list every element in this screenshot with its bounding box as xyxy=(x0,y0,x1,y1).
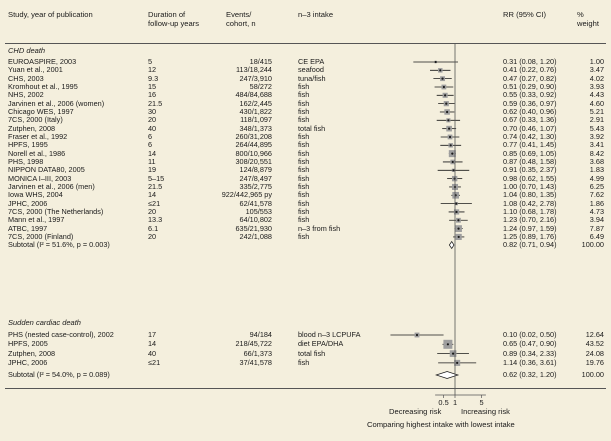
study-name: JPHC, 2006 xyxy=(8,198,48,208)
intake-value: fish xyxy=(298,106,310,116)
events-value: 218/45,722 xyxy=(235,339,272,349)
rr-value: 0.65 (0.47, 0.90) xyxy=(503,339,557,349)
footer-rule xyxy=(5,388,606,389)
events-value: 162/2,445 xyxy=(239,98,272,108)
point-estimate xyxy=(452,353,454,355)
rr-value: 0.10 (0.02, 0.50) xyxy=(503,330,557,339)
study-name: Mann et al., 1997 xyxy=(8,215,65,225)
point-estimate xyxy=(452,169,454,171)
study-name: HPFS, 1995 xyxy=(8,140,48,150)
study-name: Zutphen, 2008 xyxy=(8,123,56,133)
intake-value: fish xyxy=(298,140,310,150)
weight-value: 4.99 xyxy=(589,173,604,183)
header-duration: Duration of follow-up years xyxy=(148,10,200,28)
intake-value: blood n–3 LCPUFA xyxy=(298,330,361,339)
intake-value: CE EPA xyxy=(298,57,325,66)
events-value: 335/2,775 xyxy=(239,181,272,191)
x-tick-label: 5 xyxy=(479,398,484,407)
point-estimate xyxy=(449,136,451,138)
weight-value: 4.73 xyxy=(589,206,604,216)
duration-value: 13.3 xyxy=(148,215,163,225)
intake-value: total fish xyxy=(298,348,326,358)
study-name: Norell et al., 1986 xyxy=(8,148,66,158)
study-name: PHS (nested case-control), 2002 xyxy=(8,330,114,339)
decreasing-risk-label: Decreasing risk xyxy=(389,407,442,416)
point-estimate xyxy=(456,362,458,364)
intake-value: fish xyxy=(298,231,310,241)
point-estimate xyxy=(451,153,453,155)
events-value: 64/10,802 xyxy=(239,215,272,225)
study-name: Fraser et al., 1992 xyxy=(8,131,68,141)
events-value: 105/553 xyxy=(245,206,272,216)
events-value: 18/415 xyxy=(249,57,272,66)
point-estimate xyxy=(445,103,447,105)
study-name: Kromhout et al., 1995 xyxy=(8,81,78,91)
events-value: 635/21,930 xyxy=(235,223,272,233)
events-value: 58/272 xyxy=(249,81,272,91)
events-value: 113/18,244 xyxy=(236,65,272,75)
intake-value: seafood xyxy=(298,65,324,75)
study-name: Jarvinen et al., 2006 (men) xyxy=(8,181,95,191)
point-estimate xyxy=(446,111,448,113)
weight-value: 7.62 xyxy=(589,190,604,200)
events-value: 242/1,088 xyxy=(239,231,272,241)
study-name: Chicago WES, 1997 xyxy=(8,106,74,116)
intake-value: fish xyxy=(298,148,310,158)
weight-value: 1.00 xyxy=(589,57,604,66)
subtotal-rr: 0.82 (0.71, 0.94) xyxy=(503,240,557,249)
duration-value: 14 xyxy=(148,339,157,349)
header-weight: % weight xyxy=(577,10,599,28)
x-tick-label: 0.5 xyxy=(438,398,449,407)
events-value: 800/10,966 xyxy=(235,148,272,158)
point-estimate xyxy=(457,219,459,221)
study-name: EUROASPIRE, 2003 xyxy=(8,57,77,66)
weight-value: 6.49 xyxy=(589,231,604,241)
point-estimate xyxy=(452,161,454,163)
duration-value: 16 xyxy=(148,90,157,100)
study-name: HPFS, 2005 xyxy=(8,339,48,349)
study-name: 7CS, 2000 (Finland) xyxy=(8,231,74,241)
rr-value: 0.41 (0.22, 0.76) xyxy=(503,65,557,75)
events-value: 264/44,895 xyxy=(235,140,272,150)
rr-value: 0.55 (0.33, 0.92) xyxy=(503,90,557,100)
events-value: 94/184 xyxy=(249,330,272,339)
rr-value: 1.25 (0.89, 1.76) xyxy=(503,231,557,241)
weight-value: 3.68 xyxy=(589,156,604,166)
duration-value: 20 xyxy=(148,115,157,125)
events-value: 348/1,373 xyxy=(239,123,272,133)
subtotal-rr: 0.62 (0.32, 1.20) xyxy=(503,370,557,379)
intake-value: fish xyxy=(298,206,310,216)
weight-value: 3.94 xyxy=(589,215,604,225)
events-value: 430/1,822 xyxy=(239,106,272,116)
study-name: NHS, 2002 xyxy=(8,90,44,100)
events-value: 118/1,097 xyxy=(240,115,272,125)
intake-value: diet EPA/DHA xyxy=(298,339,344,349)
duration-value: 6 xyxy=(148,140,153,150)
weight-value: 24.08 xyxy=(585,348,604,358)
header-rr: RR (95% CI) xyxy=(503,10,547,19)
rr-value: 0.77 (0.41, 1.45) xyxy=(503,140,557,150)
study-name: JPHC, 2006 xyxy=(8,357,48,367)
weight-value: 4.60 xyxy=(589,98,604,108)
section-title: Sudden cardiac death xyxy=(8,318,81,327)
duration-value: 12 xyxy=(148,65,157,75)
rr-value: 1.10 (0.68, 1.78) xyxy=(503,206,557,216)
subtotal-label: Subtotal (I² = 54.0%, p = 0.089) xyxy=(8,370,110,379)
weight-value: 3.93 xyxy=(589,81,604,91)
duration-value: 6.1 xyxy=(148,223,159,233)
rr-value: 0.62 (0.40, 0.96) xyxy=(503,106,557,116)
rr-value: 0.91 (0.35, 2.37) xyxy=(503,165,557,175)
events-value: 62/41,578 xyxy=(239,198,272,208)
duration-value: 6 xyxy=(148,131,153,141)
rr-value: 0.70 (0.46, 1.07) xyxy=(503,123,557,133)
intake-value: fish xyxy=(298,115,310,125)
duration-value: ≤21 xyxy=(148,357,161,367)
point-estimate xyxy=(447,119,449,121)
study-name: Iowa WHS, 2004 xyxy=(8,190,63,200)
intake-value: fish xyxy=(298,81,310,91)
duration-value: ≤21 xyxy=(148,198,161,208)
weight-value: 5.21 xyxy=(589,106,604,116)
intake-value: total fish xyxy=(298,123,326,133)
point-estimate xyxy=(458,236,460,238)
duration-value: 15 xyxy=(148,81,157,91)
point-estimate xyxy=(450,144,452,146)
duration-value: 21.5 xyxy=(148,98,163,108)
weight-value: 3.47 xyxy=(589,65,604,75)
weight-value: 1.83 xyxy=(589,165,604,175)
study-name: CHS, 2003 xyxy=(8,73,44,83)
point-estimate xyxy=(443,86,445,88)
duration-value: 9.3 xyxy=(148,73,159,83)
point-estimate xyxy=(457,228,459,230)
study-name: NIPPON DATA80, 2005 xyxy=(8,165,85,175)
intake-value: tuna/fish xyxy=(298,73,326,83)
study-name: MONICA I–III, 2003 xyxy=(8,173,72,183)
rr-value: 1.23 (0.70, 2.16) xyxy=(503,215,557,225)
point-estimate xyxy=(455,211,457,213)
rr-value: 0.87 (0.48, 1.58) xyxy=(503,156,557,166)
header-events: Events/ cohort, n xyxy=(226,10,256,28)
rr-value: 1.08 (0.42, 2.78) xyxy=(503,198,557,208)
intake-value: fish xyxy=(298,90,310,100)
events-value: 247/8,497 xyxy=(239,173,272,183)
intake-value: fish xyxy=(298,173,310,183)
rr-value: 1.24 (0.97, 1.59) xyxy=(503,223,557,233)
study-name: 7CS, 2000 (The Netherlands) xyxy=(8,206,104,216)
weight-value: 3.41 xyxy=(589,140,604,150)
events-value: 247/3,910 xyxy=(239,73,272,83)
weight-value: 12.64 xyxy=(585,330,604,339)
duration-value: 11 xyxy=(148,156,156,166)
comparison-label: Comparing highest intake with lowest intake xyxy=(367,420,515,429)
intake-value: fish xyxy=(298,190,310,200)
rr-value: 0.74 (0.42, 1.30) xyxy=(503,131,557,141)
weight-value: 4.02 xyxy=(589,73,604,83)
events-value: 308/20,551 xyxy=(235,156,272,166)
events-value: 484/84,688 xyxy=(235,90,272,100)
duration-value: 14 xyxy=(148,148,157,158)
intake-value: fish xyxy=(298,357,310,367)
duration-value: 30 xyxy=(148,106,157,116)
rr-value: 0.85 (0.69, 1.05) xyxy=(503,148,557,158)
intake-value: fish xyxy=(298,165,310,175)
study-name: ATBC, 1997 xyxy=(8,223,48,233)
subtotal-weight: 100.00 xyxy=(581,240,604,249)
weight-value: 6.25 xyxy=(589,181,604,191)
study-name: PHS, 1998 xyxy=(8,156,44,166)
duration-value: 14 xyxy=(148,190,157,200)
x-tick-label: 1 xyxy=(452,398,458,407)
duration-value: 21.5 xyxy=(148,181,163,191)
intake-value: fish xyxy=(298,181,310,191)
rr-value: 1.00 (0.70, 1.43) xyxy=(503,181,557,191)
header-intake: n–3 intake xyxy=(298,10,334,19)
rr-value: 1.04 (0.80, 1.35) xyxy=(503,190,557,200)
rr-value: 0.51 (0.29, 0.90) xyxy=(503,81,557,91)
point-estimate xyxy=(444,94,446,96)
rr-value: 0.89 (0.34, 2.33) xyxy=(503,348,557,358)
point-estimate xyxy=(455,203,457,205)
rr-value: 0.59 (0.36, 0.97) xyxy=(503,98,557,108)
events-value: 66/1,373 xyxy=(243,348,272,358)
duration-value: 20 xyxy=(148,231,157,241)
section-title: CHD death xyxy=(8,46,46,55)
rr-value: 0.67 (0.33, 1.36) xyxy=(503,115,557,125)
weight-value: 1.86 xyxy=(589,198,604,208)
weight-value: 8.42 xyxy=(589,148,604,158)
duration-value: 20 xyxy=(148,206,157,216)
subtotal-label: Subtotal (I² = 51.6%, p = 0.003) xyxy=(8,240,110,249)
weight-value: 3.92 xyxy=(589,131,604,141)
duration-value: 40 xyxy=(148,348,157,358)
header-study: Study, year of publication xyxy=(8,10,93,19)
duration-value: 40 xyxy=(148,123,157,133)
intake-value: fish xyxy=(298,215,310,225)
point-estimate xyxy=(448,128,450,130)
subtotal-weight: 100.00 xyxy=(581,370,604,379)
weight-value: 5.43 xyxy=(589,123,604,133)
weight-value: 19.76 xyxy=(585,357,604,367)
study-name: Yuan et al., 2001 xyxy=(8,65,63,75)
intake-value: fish xyxy=(298,131,310,141)
pooled-diamond xyxy=(449,242,454,249)
duration-value: 5 xyxy=(148,57,153,66)
duration-value: 17 xyxy=(148,330,157,339)
point-estimate xyxy=(416,334,418,336)
events-value: 124/8,879 xyxy=(239,165,272,175)
study-name: Jarvinen et al., 2006 (women) xyxy=(8,98,105,108)
weight-value: 7.87 xyxy=(589,223,604,233)
study-name: Zutphen, 2008 xyxy=(8,348,56,358)
rr-value: 0.31 (0.08, 1.20) xyxy=(503,57,557,66)
events-value: 37/41,578 xyxy=(239,357,272,367)
intake-value: fish xyxy=(298,198,310,208)
increasing-risk-label: Increasing risk xyxy=(461,407,510,416)
weight-value: 43.52 xyxy=(585,339,604,349)
study-name: 7CS, 2000 (Italy) xyxy=(8,115,63,125)
duration-value: 5–15 xyxy=(148,173,165,183)
events-value: 922/442,965 py xyxy=(221,190,272,200)
weight-value: 2.91 xyxy=(589,115,604,125)
point-estimate xyxy=(439,69,441,71)
intake-value: n–3 from fish xyxy=(298,223,341,233)
duration-value: 19 xyxy=(148,165,157,175)
point-estimate xyxy=(441,78,443,80)
rr-value: 1.14 (0.36, 3.61) xyxy=(503,357,557,367)
rr-value: 0.98 (0.62, 1.55) xyxy=(503,173,557,183)
rr-value: 0.47 (0.27, 0.82) xyxy=(503,73,557,83)
point-estimate xyxy=(447,343,449,345)
weight-value: 4.43 xyxy=(589,90,604,100)
events-value: 260/31,208 xyxy=(235,131,272,141)
intake-value: fish xyxy=(298,156,310,166)
point-estimate xyxy=(435,61,437,63)
intake-value: fish xyxy=(298,98,310,108)
